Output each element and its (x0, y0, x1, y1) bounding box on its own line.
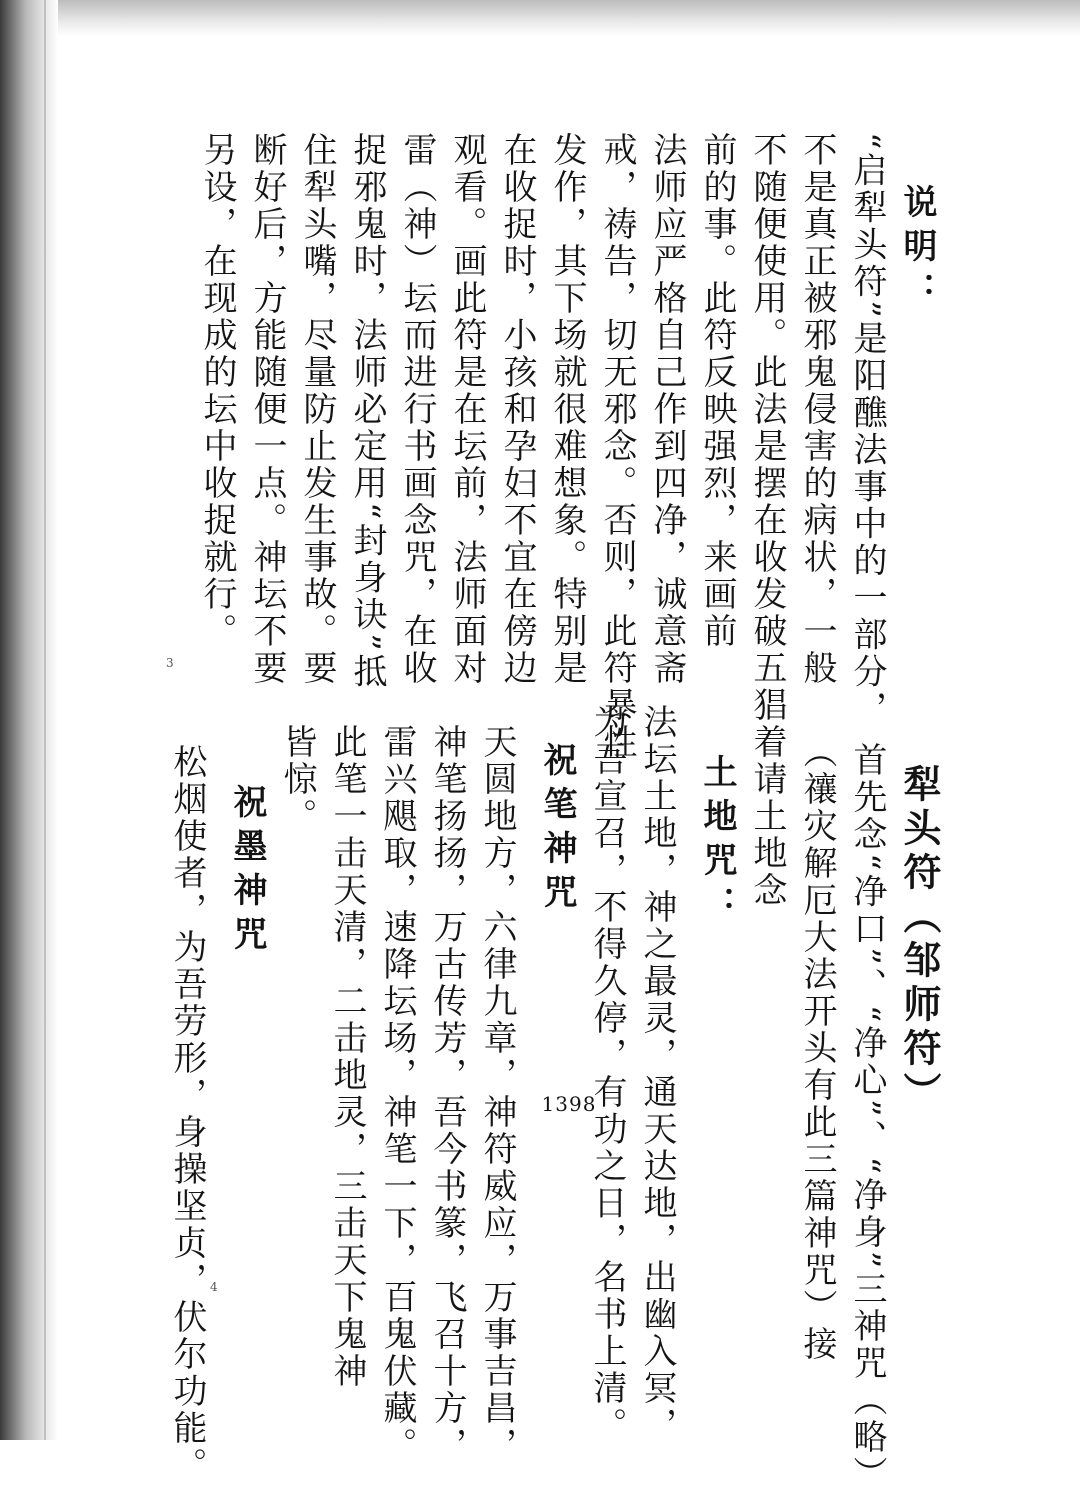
explanation-column-6: 戒，祷告，切无邪念。否则，此符暴性 (597, 132, 637, 761)
brush-mantra-heading: 祝笔神咒 (537, 742, 577, 918)
explanation-column-8: 在收捉时，小孩和孕妇不宜在傍边 (497, 132, 537, 687)
explanation-column-1: “启犁头符”是阳醮法事中的一部分， (847, 132, 887, 728)
explanation-column-13: 断好后，方能随便一点。神坛不要 (247, 132, 287, 687)
talisman-column-1: 首先念“净口”、“净心”、“净身”三神咒（略） (847, 742, 887, 1493)
scan-top-edge (58, 0, 1080, 36)
explanation-column-14: 另设，在现成的坛中收捉就行。 (197, 132, 237, 650)
explanation-heading: 说明： (897, 184, 937, 316)
talisman-column-8: 天圆地方，六律九章，神符威应，万事吉昌， (477, 724, 517, 1464)
explanation-column-9: 观看。画此符是在坛前，法师面对 (447, 132, 487, 687)
talisman-column-3: 着请土地念 (747, 724, 787, 909)
talisman-column-14: 松烟使者，为吾劳形，身操坚贞，伏尔功能。 (167, 744, 207, 1484)
page-number: 1398 (541, 1092, 597, 1116)
explanation-column-4: 前的事。此符反映强烈，来画前 (697, 132, 737, 650)
ink-mantra-heading: 祝墨神咒 (227, 784, 267, 960)
talisman-column-11: 此笔一击天清，二击地灵，三击天下鬼神 (327, 724, 367, 1390)
explanation-column-12: 住犁头嘴，尽量防止发生事故。要 (297, 132, 337, 687)
explanation-column-5: 法师应严格自己作到四净，诚意斋 (647, 132, 687, 687)
talisman-column-12: 皆惊。 (277, 724, 317, 835)
talisman-column-10: 雷兴飓取，速降坛场，神笔一下，百鬼伏藏。 (377, 724, 417, 1464)
earth-god-mantra-heading: 土地咒： (697, 754, 737, 930)
document-page (58, 36, 1080, 1493)
talisman-column-2: （禳灾解厄大法开头有此三篇神咒）接 (797, 734, 837, 1363)
explanation-column-11: 捉邪鬼时，法师必定用“封身诀”抵 (347, 132, 387, 691)
binding-line (44, 0, 46, 1440)
explanation-column-10: 雷（神）坛而进行书画念咒，在收 (397, 132, 437, 687)
margin-mark: 4 (210, 1280, 218, 1294)
scan-gutter-shadow (0, 0, 58, 1440)
explanation-column-3: 不随便使用。此法是摆在收发破五猖 (747, 132, 787, 724)
talisman-column-9: 神笔扬扬，万古传芳，吾今书篆，飞召十方， (427, 724, 467, 1464)
talisman-column-5: 法坛土地，神之最灵，通天达地，出幽入冥， (637, 704, 677, 1444)
talisman-column-6: 为吾宣召，不得久停，有功之日，名书上清。 (587, 704, 627, 1444)
talisman-title: 犁头符（邹师符） (897, 764, 942, 1116)
explanation-column-7: 发作，其下场就很难想象。特别是 (547, 132, 587, 687)
margin-mark: 3 (166, 656, 174, 670)
explanation-column-2: 不是真正被邪鬼侵害的病状，一般 (797, 132, 837, 687)
